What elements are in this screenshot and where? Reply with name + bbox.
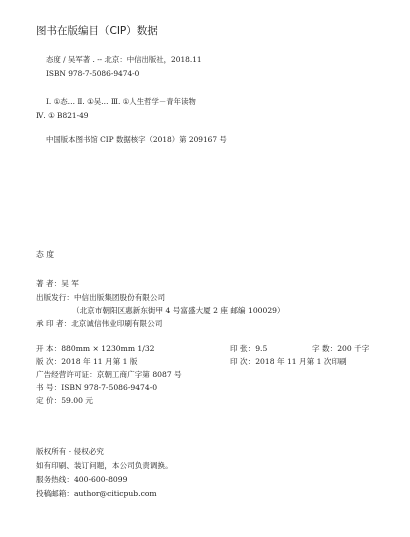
price-label: 定 价： [36,396,62,405]
format-value: 880mm × 1230mm 1/32 [61,344,155,353]
publisher-address: （北京市朝阳区惠新东街甲 4 号富盛大厦 2 座 邮编 100029） [72,306,285,315]
ad-license-value: 京朝工商广字第 8087 号 [96,370,182,379]
author-label: 著 者： [36,279,62,288]
isbn-label: 书 号： [36,383,62,392]
sheets-label: 印 张： [230,344,256,353]
publisher-value: 中信出版集团股份有限公司 [73,293,166,302]
cip-line-classification: Ⅰ. ①态… Ⅱ. ①吴… Ⅲ. ①人生哲学－青年读物 [46,97,196,106]
price-value: 59.00 元 [61,396,93,405]
word-count-label: 字 数： [312,344,338,353]
cip-line-class-number: Ⅳ. ① B821-49 [36,111,89,120]
edition-label: 版 次： [36,357,62,366]
cip-line-title-author: 态度 / 吴军著 . -- 北京：中信出版社，2018.11 [46,55,202,64]
cip-heading: 图书在版编目（CIP）数据 [36,25,158,37]
author-value: 吴 军 [61,279,79,288]
printing-value: 2018 年 11 月第 1 次印刷 [255,357,347,366]
book-title: 态 度 [36,250,55,259]
hotline-value: 400-600-8099 [73,475,128,484]
publisher-label: 出版发行： [36,293,74,302]
sheets-value: 9.5 [255,344,268,353]
printer-value: 北京诚信伟业印刷有限公司 [71,319,163,328]
ad-license-label: 广告经营许可证： [36,370,97,379]
edition-value: 2018 年 11 月第 1 版 [61,357,138,366]
hotline-label: 服务热线： [36,475,74,484]
printer-label: 承 印 者： [36,319,72,328]
cip-line-isbn: ISBN 978-7-5086-9474-0 [46,69,140,78]
cip-line-record-number: 中国版本图书馆 CIP 数据核字（2018）第 209167 号 [46,135,227,144]
rights-notice: 版权所有 · 侵权必究 [36,447,104,456]
email-value: author@citicpub.com [73,489,157,498]
printing-label: 印 次： [230,357,256,366]
format-label: 开 本： [36,344,62,353]
isbn-value: ISBN 978-7-5086-9474-0 [61,383,158,392]
word-count-value: 200 千字 [337,344,370,353]
quality-notice: 如有印刷、装订问题，本公司负责调换。 [36,461,173,470]
email-label: 投稿邮箱： [36,489,74,498]
